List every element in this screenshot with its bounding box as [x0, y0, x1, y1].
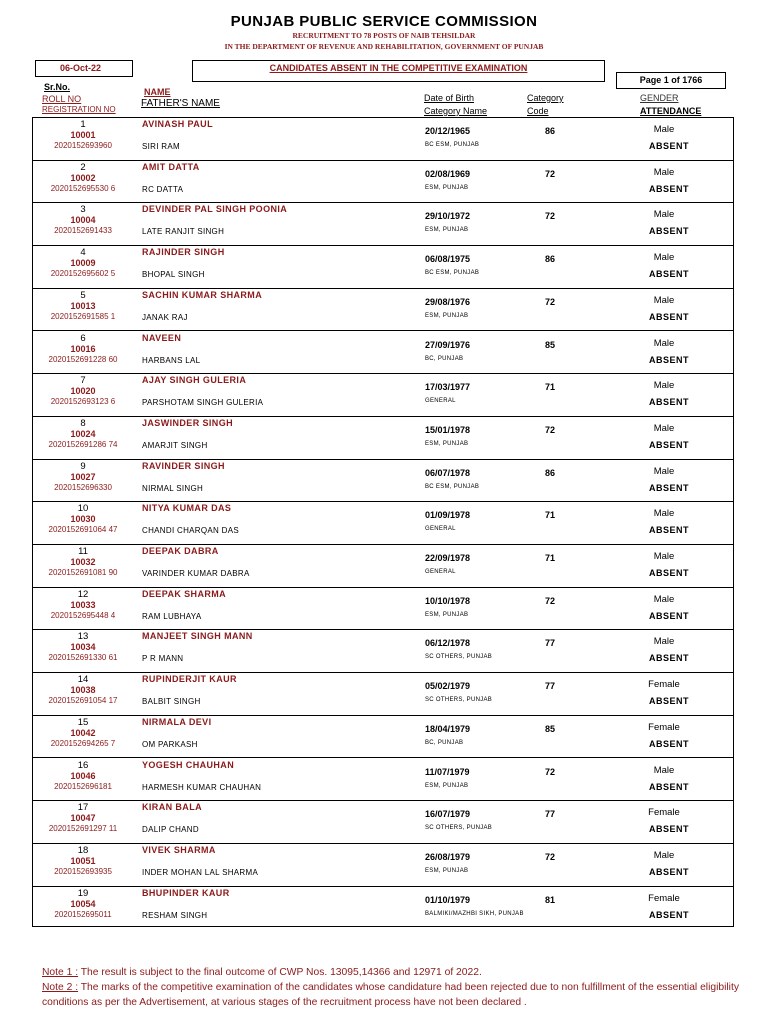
gender: Male	[653, 380, 675, 392]
registration-number: 2020152695448 4	[50, 610, 116, 620]
table-row	[33, 887, 733, 930]
department-subtitle: IN THE DEPARTMENT OF REVENUE AND REHABILITATION, GOVERNMENT OF PUNJAB	[224, 42, 544, 51]
gender: Male	[653, 849, 675, 861]
serial-number: 7	[80, 375, 86, 387]
date-of-birth: 06/08/1975	[425, 254, 471, 265]
date-of-birth: 10/10/1978	[425, 595, 471, 606]
candidate-name: VIVEK SHARMA	[142, 844, 216, 855]
attendance: ABSENT	[648, 183, 689, 194]
date-of-birth: 01/10/1979	[425, 894, 471, 905]
registration-number: 2020152693935	[54, 866, 112, 876]
header-name: NAME	[144, 87, 171, 97]
table-row	[33, 246, 733, 289]
roll-number: 10032	[70, 557, 96, 567]
category-name: SC OTHERS, PUNJAB	[425, 654, 493, 661]
registration-number: 2020152691228 60	[48, 354, 118, 364]
category-name: SC OTHERS, PUNJAB	[425, 697, 493, 704]
candidate-name: AJAY SINGH GULERIA	[142, 375, 247, 386]
header-category-name: Category Name	[424, 106, 488, 116]
father-name: CHANDI CHARQAN DAS	[142, 526, 239, 536]
attendance: ABSENT	[648, 866, 689, 877]
gender: Female	[648, 721, 680, 733]
note-2	[42, 980, 742, 1010]
registration-number: 2020152693123 6	[50, 397, 116, 407]
candidate-name: BHUPINDER KAUR	[142, 887, 230, 898]
registration-number: 2020152691330 61	[48, 653, 118, 663]
date-of-birth: 02/08/1969	[425, 168, 471, 179]
roll-number: 10047	[70, 813, 96, 824]
category-name: ESM, PUNJAB	[425, 782, 469, 789]
date-of-birth: 20/12/1965	[425, 126, 471, 136]
attendance: ABSENT	[648, 525, 689, 536]
roll-number: 10020	[70, 386, 96, 397]
roll-number: 10042	[70, 727, 96, 738]
category-name: BC ESM, PUNJAB	[425, 142, 480, 148]
roll-number: 10034	[70, 642, 96, 653]
father-name: BHOPAL SINGH	[142, 270, 205, 280]
table-row	[33, 716, 733, 759]
table-row	[33, 759, 733, 802]
attendance: ABSENT	[648, 824, 689, 835]
category-code: 72	[545, 766, 556, 777]
header-category: Category	[527, 93, 564, 103]
serial-number: 3	[80, 204, 86, 216]
roll-number: 10016	[70, 343, 96, 354]
registration-number: 2020152694265 7	[50, 738, 116, 748]
note-2-label: Note 2 :	[42, 982, 79, 993]
roll-number: 10004	[70, 215, 96, 226]
category-code: 72	[545, 168, 556, 179]
serial-number: 6	[80, 332, 86, 344]
candidate-name: NITYA KUMAR DAS	[142, 503, 232, 514]
category-code: 72	[545, 296, 556, 307]
serial-number: 5	[80, 289, 86, 301]
date-of-birth: 22/09/1978	[425, 553, 471, 563]
gender: Male	[653, 636, 675, 648]
gender: Male	[653, 252, 675, 264]
attendance: ABSENT	[648, 568, 689, 578]
candidate-name: YOGESH CHAUHAN	[142, 759, 235, 770]
table-row	[33, 844, 733, 887]
registration-number: 2020152696181	[54, 781, 112, 791]
header-attendance: ATTENDANCE	[640, 106, 702, 116]
roll-number: 10038	[70, 685, 96, 696]
category-code: 85	[545, 723, 556, 734]
list-title-box: CANDIDATES ABSENT IN THE COMPETITIVE EXAMINATION	[192, 60, 605, 82]
header-dob: Date of Birth	[424, 93, 475, 103]
father-name: HARBANS LAL	[142, 355, 201, 365]
recruitment-subtitle: RECRUITMENT TO 78 POSTS OF NAIB TEHSILDAR	[292, 31, 476, 40]
attendance: ABSENT	[648, 610, 689, 621]
candidate-name: DEVINDER PAL SINGH POONIA	[142, 204, 288, 215]
roll-number: 10013	[70, 300, 96, 311]
category-name: GENERAL	[425, 526, 456, 533]
candidate-name: RAJINDER SINGH	[142, 247, 225, 258]
father-name: OM PARKASH	[142, 739, 198, 749]
serial-number: 15	[77, 716, 89, 728]
date-box: 06-Oct-22	[35, 60, 133, 77]
date-of-birth: 11/07/1979	[425, 766, 470, 777]
category-name: SC OTHERS, PUNJAB	[425, 825, 493, 832]
table-row	[33, 502, 733, 545]
candidate-name: RAVINDER SINGH	[142, 460, 225, 471]
registration-number: 2020152696330	[54, 482, 112, 492]
attendance: ABSENT	[648, 311, 689, 322]
category-code: 72	[545, 424, 556, 435]
category-code: 85	[545, 339, 556, 350]
attendance: ABSENT	[648, 738, 689, 749]
table-row	[33, 673, 733, 716]
father-name: RAM LUBHAYA	[142, 611, 202, 621]
date-of-birth: 06/07/1978	[425, 467, 471, 478]
gender: Male	[653, 337, 675, 349]
header-rollno: ROLL NO	[42, 94, 82, 104]
category-code: 71	[545, 382, 556, 393]
header-regno: REGISTRATION NO	[42, 105, 116, 114]
table-row	[33, 374, 733, 417]
serial-number: 9	[80, 460, 86, 472]
gender: Male	[653, 124, 675, 135]
table-row	[33, 801, 733, 844]
table-row	[33, 161, 733, 204]
father-name: LATE RANJIT SINGH	[142, 227, 225, 237]
candidate-name: DEEPAK SHARMA	[142, 588, 227, 599]
father-name: P R MANN	[142, 654, 184, 664]
candidate-name: KIRAN BALA	[142, 802, 202, 813]
gender: Male	[653, 764, 675, 776]
category-name: ESM, PUNJAB	[425, 867, 469, 874]
roll-number: 10009	[70, 258, 96, 269]
date-of-birth: 17/03/1977	[425, 382, 471, 393]
category-name: ESM, PUNJAB	[425, 312, 469, 319]
registration-number: 2020152693960	[54, 141, 112, 150]
registration-number: 2020152691064 47	[48, 525, 118, 535]
serial-number: 2	[80, 161, 86, 173]
category-code: 72	[545, 595, 556, 606]
father-name: SIRI RAM	[142, 142, 180, 151]
roll-number: 10001	[70, 130, 96, 140]
attendance: ABSENT	[648, 141, 689, 151]
attendance: ABSENT	[648, 653, 689, 664]
roll-number: 10051	[70, 855, 96, 866]
date-of-birth: 01/09/1978	[425, 510, 471, 521]
date-of-birth: 15/01/1978	[425, 424, 471, 435]
note-1	[42, 965, 742, 980]
table-row	[33, 203, 733, 246]
serial-number: 14	[77, 674, 89, 686]
attendance: ABSENT	[648, 909, 689, 920]
category-code: 77	[545, 638, 556, 649]
candidates-table	[32, 117, 734, 927]
registration-number: 2020152695602 5	[50, 269, 116, 279]
category-name: BC ESM, PUNJAB	[425, 270, 480, 277]
category-name: BC ESM, PUNJAB	[425, 483, 480, 490]
date-of-birth: 26/08/1979	[425, 851, 471, 862]
table-row	[33, 460, 733, 503]
attendance: ABSENT	[648, 482, 689, 493]
category-name: ESM, PUNJAB	[425, 184, 469, 191]
candidate-name: NAVEEN	[142, 332, 182, 343]
document-title: PUNJAB PUBLIC SERVICE COMMISSION	[230, 13, 538, 30]
attendance: ABSENT	[648, 696, 689, 707]
category-name: ESM, PUNJAB	[425, 611, 469, 618]
serial-number: 4	[80, 247, 86, 259]
table-row	[33, 588, 733, 631]
gender: Male	[653, 166, 675, 178]
gender: Female	[648, 892, 680, 904]
registration-number: 2020152691433	[54, 226, 112, 236]
serial-number: 8	[80, 417, 86, 429]
gender: Male	[653, 465, 675, 477]
date-of-birth: 18/04/1979	[425, 723, 471, 734]
gender: Male	[653, 422, 675, 434]
registration-number: 2020152691286 74	[48, 439, 118, 449]
serial-number: 18	[77, 844, 89, 856]
registration-number: 2020152695011	[54, 909, 112, 919]
serial-number: 1	[80, 119, 86, 130]
date-of-birth: 29/08/1976	[425, 296, 471, 307]
attendance: ABSENT	[648, 439, 689, 450]
serial-number: 11	[78, 546, 88, 557]
category-name: ESM, PUNJAB	[425, 440, 469, 447]
category-code: 77	[545, 809, 556, 820]
roll-number: 10024	[70, 428, 96, 439]
attendance: ABSENT	[648, 269, 689, 280]
category-code: 72	[545, 211, 556, 222]
page-indicator: Page 1 of 1766	[616, 72, 726, 89]
candidate-name: MANJEET SINGH MANN	[142, 631, 253, 642]
category-name: GENERAL	[425, 569, 456, 575]
gender: Male	[653, 551, 675, 562]
registration-number: 2020152691297 11	[48, 824, 118, 834]
category-code: 71	[545, 510, 556, 521]
table-row	[33, 118, 733, 161]
category-code: 86	[545, 467, 556, 478]
attendance: ABSENT	[648, 781, 689, 792]
category-code: 71	[545, 553, 556, 563]
father-name: BALBIT SINGH	[142, 697, 201, 707]
father-name: JANAK RAJ	[142, 312, 188, 322]
roll-number: 10027	[70, 471, 96, 482]
header-gender: GENDER	[640, 93, 679, 103]
registration-number: 2020152691585 1	[50, 311, 116, 321]
gender: Male	[653, 294, 675, 306]
registration-number: 2020152691081 90	[48, 568, 118, 577]
date-of-birth: 27/09/1976	[425, 339, 471, 350]
serial-number: 13	[77, 631, 89, 643]
table-row	[33, 630, 733, 673]
roll-number: 10033	[70, 599, 96, 610]
serial-number: 12	[77, 588, 89, 600]
father-name: PARSHOTAM SINGH GULERIA	[142, 398, 264, 408]
registration-number: 2020152691054 17	[48, 696, 118, 706]
table-row	[33, 545, 733, 588]
father-name: RESHAM SINGH	[142, 910, 208, 920]
category-name: ESM, PUNJAB	[425, 227, 469, 234]
candidate-name: AMIT DATTA	[142, 161, 200, 172]
serial-number: 17	[77, 802, 89, 814]
roll-number: 10030	[70, 514, 96, 525]
header-srno: Sr.No.	[44, 82, 71, 92]
notes-section	[42, 965, 742, 1010]
candidate-name: SACHIN KUMAR SHARMA	[142, 289, 263, 300]
roll-number: 10046	[70, 770, 96, 781]
category-name: BALMIKI/MAZHBI SIKH, PUNJAB	[425, 910, 524, 917]
registration-number: 2020152695530 6	[50, 183, 116, 193]
candidate-name: AVINASH PAUL	[142, 119, 213, 129]
category-name: BC, PUNJAB	[425, 355, 464, 362]
father-name: AMARJIT SINGH	[142, 440, 208, 450]
candidate-name: NIRMALA DEVI	[142, 716, 212, 727]
category-code: 86	[545, 126, 556, 136]
father-name: RC DATTA	[142, 184, 184, 194]
category-name: BC, PUNJAB	[425, 739, 464, 746]
father-name: INDER MOHAN LAL SHARMA	[142, 867, 259, 877]
serial-number: 16	[77, 759, 89, 771]
father-name: NIRMAL SINGH	[142, 483, 204, 493]
roll-number: 10054	[70, 898, 96, 909]
header-father: FATHER'S NAME	[141, 98, 220, 109]
category-code: 77	[545, 681, 556, 692]
attendance: ABSENT	[648, 397, 689, 408]
table-row	[33, 417, 733, 460]
gender: Male	[653, 209, 675, 221]
serial-number: 10	[77, 503, 89, 515]
candidate-name: DEEPAK DABRA	[142, 546, 219, 556]
father-name: HARMESH KUMAR CHAUHAN	[142, 782, 262, 792]
attendance: ABSENT	[648, 354, 689, 365]
gender: Male	[653, 508, 675, 520]
header-code: Code	[527, 106, 549, 116]
date-of-birth: 16/07/1979	[425, 809, 471, 820]
note-1-text: The result is subject to the final outcome of CWP Nos. 13095,14366 and 12971 of 2022.	[78, 967, 482, 978]
father-name: DALIP CHAND	[142, 825, 199, 835]
category-code: 72	[545, 851, 556, 862]
serial-number: 19	[77, 887, 89, 899]
date-of-birth: 05/02/1979	[425, 681, 471, 692]
table-row	[33, 289, 733, 332]
category-code: 81	[545, 894, 556, 905]
note-2-text: The marks of the competitive examination of the candidates whose candidature had been rejected due to non fulfillment of the essential eligibility conditions as per the Advertisement, at various stages of the recruitment process have not been declared .	[42, 982, 739, 1008]
candidate-name: JASWINDER SINGH	[142, 417, 234, 428]
gender: Male	[653, 593, 675, 605]
candidate-name: RUPINDERJIT KAUR	[142, 674, 237, 685]
note-1-label: Note 1 :	[42, 967, 79, 978]
category-name: GENERAL	[425, 398, 456, 405]
table-row	[33, 332, 733, 375]
attendance: ABSENT	[648, 226, 689, 237]
father-name: VARINDER KUMAR DABRA	[142, 569, 250, 578]
category-code: 86	[545, 254, 556, 265]
roll-number: 10002	[70, 172, 96, 183]
date-of-birth: 29/10/1972	[425, 211, 471, 222]
gender: Female	[648, 807, 680, 819]
gender: Female	[648, 679, 680, 691]
date-of-birth: 06/12/1978	[425, 638, 471, 649]
